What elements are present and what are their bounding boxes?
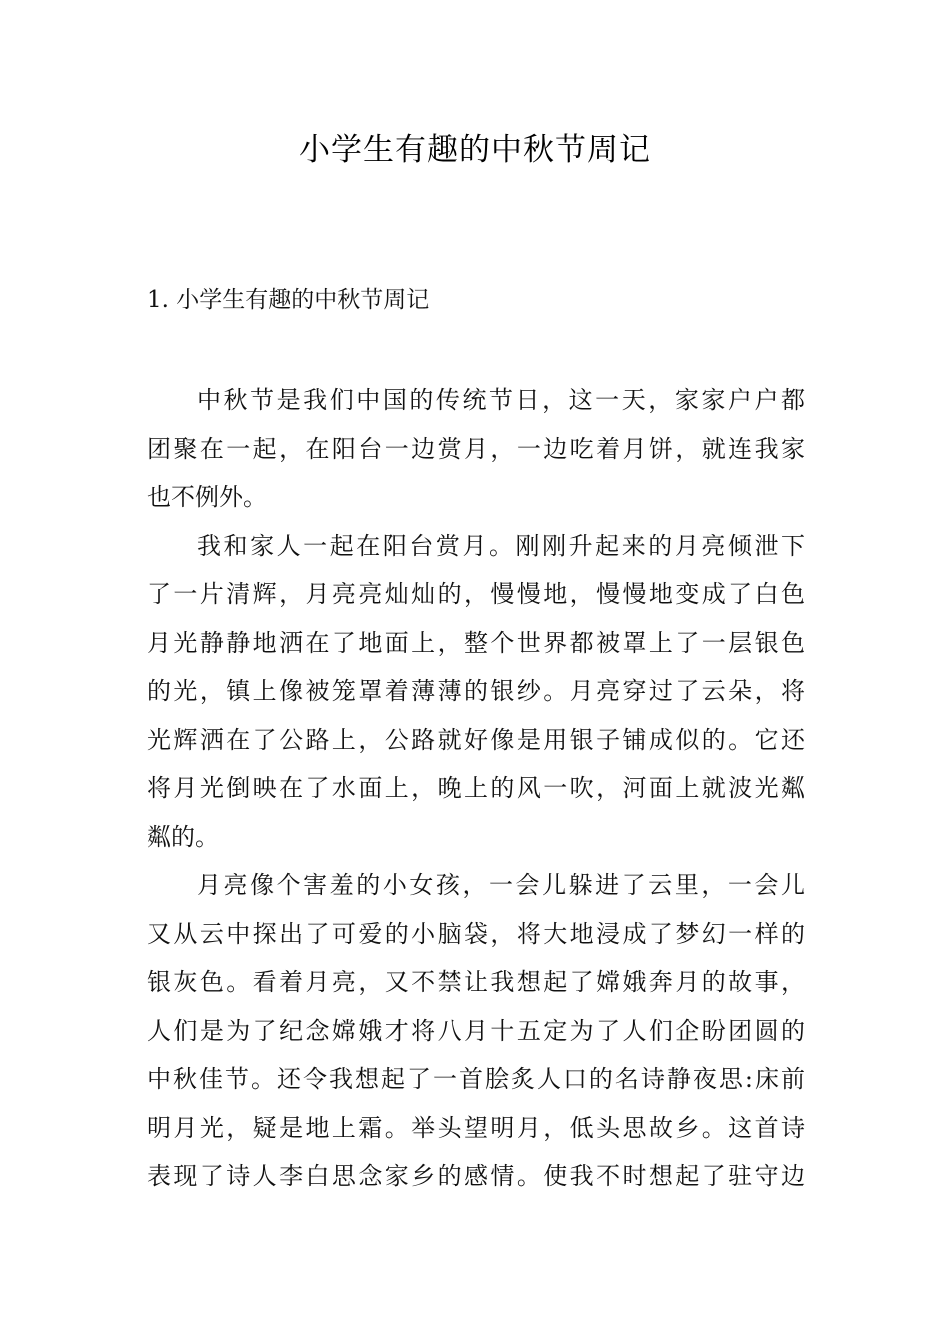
paragraph-line: 中秋节是我们中国的传统节日，这一天，家家户户都: [197, 386, 805, 414]
document-body: [147, 376, 805, 1201]
paragraph-line: 中秋佳节。还令我想起了一首脍炙人口的名诗静夜思:床前: [147, 1065, 805, 1093]
paragraph-line: 粼的。: [147, 822, 219, 851]
paragraph-line: 也不例外。: [147, 483, 267, 511]
paragraph-line: 将月光倒映在了水面上，晚上的风一吹，河面上就波光粼: [147, 774, 805, 802]
paragraph-line: 表现了诗人李白思念家乡的感情。使我不时想起了驻守边: [147, 1162, 805, 1190]
paragraph-line: 人们是为了纪念嫦娥才将八月十五定为了人们企盼团圆的: [147, 1016, 805, 1045]
paragraph-line: 明月光，疑是地上霜。举头望明月，低头思故乡。这首诗: [147, 1113, 805, 1142]
paragraph-line: 月光静静地洒在了地面上，整个世界都被罩上了一层银色: [147, 628, 805, 657]
document-title: 小学生有趣的中秋节周记: [299, 132, 651, 168]
paragraph-line: 月亮像个害羞的小女孩，一会儿躲进了云里，一会儿: [197, 871, 805, 899]
paragraph-line: 又从云中探出了可爱的小脑袋，将大地浸成了梦幻一样的: [147, 919, 805, 948]
paragraph-line: 团聚在一起，在阳台一边赏月，一边吃着月饼，就连我家: [147, 434, 805, 463]
paragraph-line: 银灰色。看着月亮，又不禁让我想起了嫦娥奔月的故事，: [147, 968, 805, 996]
paragraph-line: 了一片清辉，月亮亮灿灿的，慢慢地，慢慢地变成了白色: [147, 580, 805, 608]
section-heading: 1. 小学生有趣的中秋节周记: [147, 287, 430, 313]
paragraph-line: 我和家人一起在阳台赏月。刚刚升起来的月亮倾泄下: [197, 531, 805, 560]
paragraph-line: 光辉洒在了公路上，公路就好像是用银子铺成似的。它还: [147, 725, 805, 754]
paragraph-line: 的光，镇上像被笼罩着薄薄的银纱。月亮穿过了云朵，将: [147, 677, 805, 705]
